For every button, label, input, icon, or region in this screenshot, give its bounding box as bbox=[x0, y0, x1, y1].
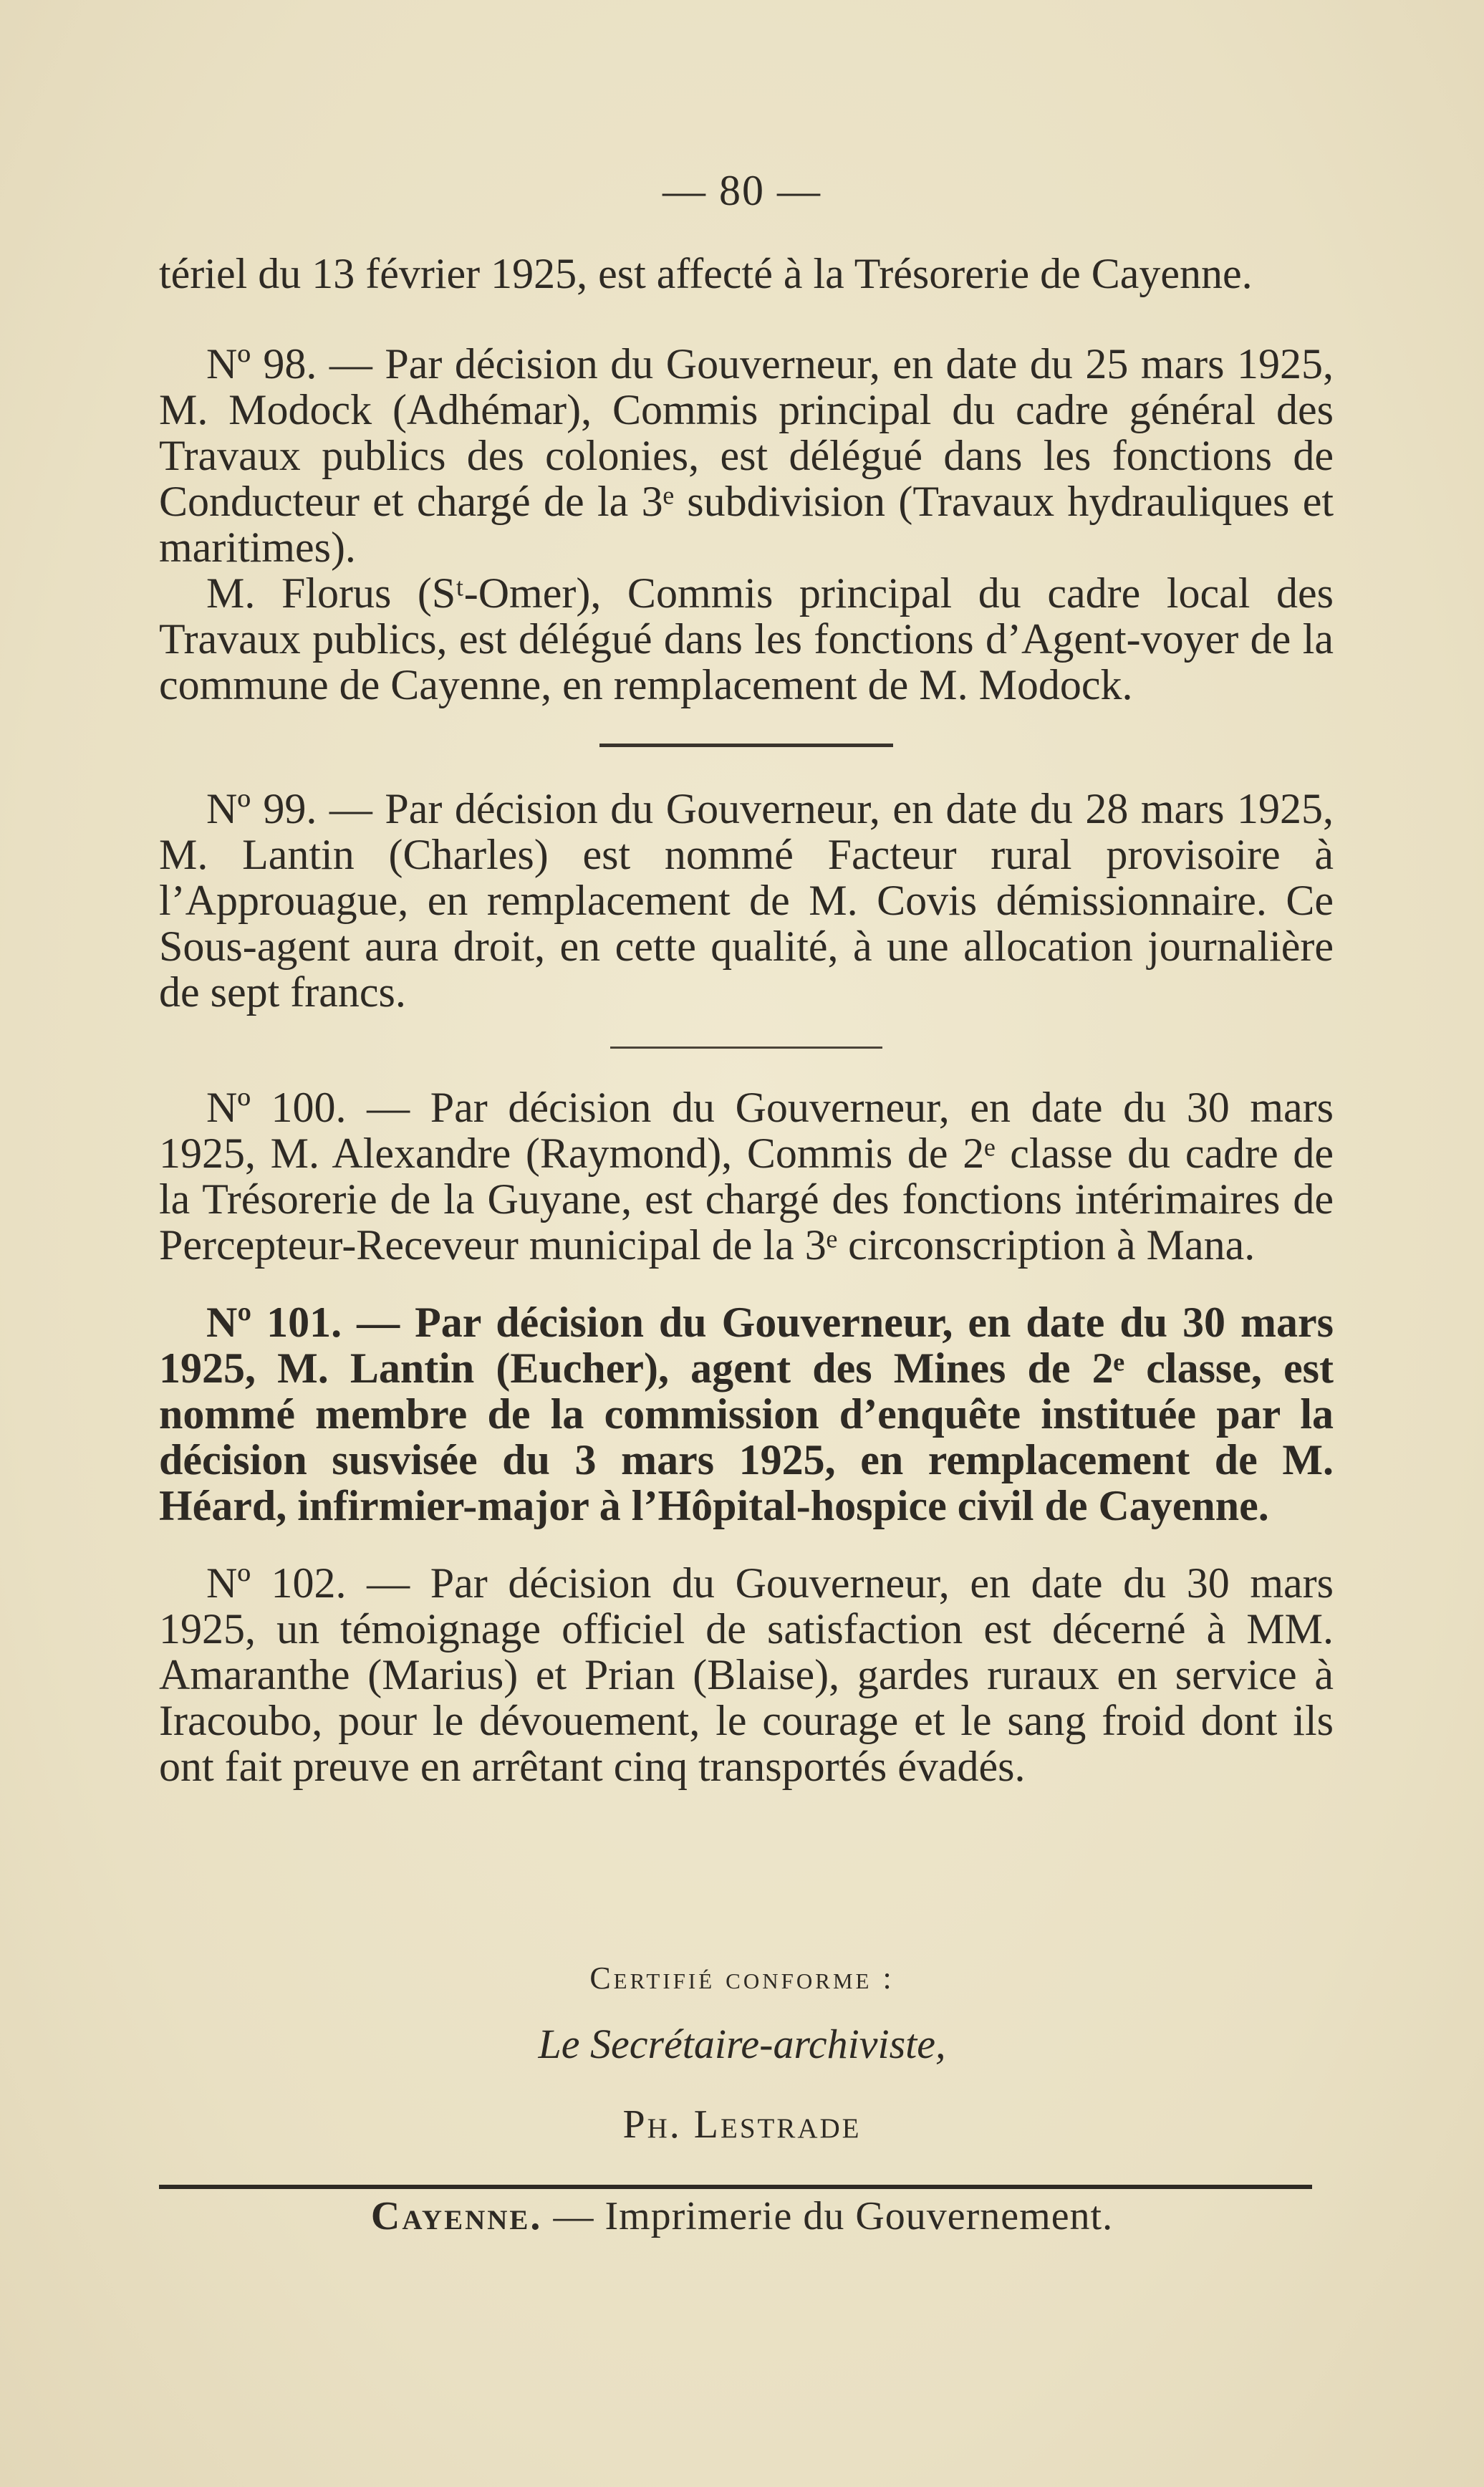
paragraph-decision-99: Nº 99. — Par décision du Gouverneur, en date du 28 mars 1925, M. Lantin (Charles) est nommé Facteur rural provisoire à l’Approuague, en remplacement de M. Covis démissionnaire. Ce Sous-agent aura droit, en cette qualité, à une allocation journalière de sept francs. bbox=[159, 785, 1334, 1016]
paragraph-continuation: tériel du 13 février 1925, est affecté à la Trésorerie de Cayenne. bbox=[159, 250, 1253, 297]
printer-name: — Imprimerie du Gouvernement. bbox=[542, 2194, 1114, 2238]
certified-true-copy: Certifié conforme : bbox=[589, 1961, 895, 1996]
paragraph-decision-98: Nº 98. — Par décision du Gouverneur, en date du 25 mars 1925, M. Modock (Adhémar), Commis principal du cadre général des Travaux publics des colonies, est délégué dans les fonctions de Conducteur et chargé de la 3ᵉ subdivision (Travaux hydrauliques et maritimes). bbox=[159, 340, 1334, 571]
printer-imprint bbox=[0, 2193, 1484, 2239]
paragraph-decision-101: Nº 101. — Par décision du Gouverneur, en date du 30 mars 1925, M. Lantin (Eucher), agent des Mines de 2ᵉ classe, est nommé membre de la commission d’enquête instituée par la décision susvisée du 3 mars 1925, en remplacement de M. Héard, infirmier-major à l’Hôpital-hospice civil de Cayenne. bbox=[159, 1299, 1334, 1529]
page-number: — 80 — bbox=[662, 167, 822, 214]
paragraph-decision-102: Nº 102. — Par décision du Gouverneur, en date du 30 mars 1925, un témoignage officiel de satisfaction est décerné à MM. Amaranthe (Marius) et Prian (Blaise), gardes ruraux en service à Iracoubo, pour le dévouement, le courage et le sang froid dont ils ont fait preuve en arrêtant cinq transportés évadés. bbox=[159, 1559, 1334, 1790]
signer-name: Ph. Lestrade bbox=[622, 2102, 862, 2147]
section-divider bbox=[610, 1047, 882, 1049]
printer-city: Cayenne. bbox=[370, 2194, 543, 2238]
paragraph-decision-98-florus: M. Florus (Sᵗ-Omer), Commis principal du cadre local des Travaux publics, est délégué dans les fonctions d’Agent-voyer de la commune de Cayenne, en remplacement de M. Modock. bbox=[159, 569, 1334, 708]
paragraph-decision-100: Nº 100. — Par décision du Gouverneur, en date du 30 mars 1925, M. Alexandre (Raymond), Commis de 2ᵉ classe du cadre de la Trésorerie de la Guyane, est chargé des fonctions intérimaires de Percepteur-Receveur municipal de la 3ᵉ circonscription à Mana. bbox=[159, 1084, 1334, 1269]
signer-title: Le Secrétaire-archiviste, bbox=[538, 2021, 946, 2067]
footer-divider bbox=[159, 2185, 1312, 2189]
section-divider bbox=[599, 744, 893, 747]
decisions-body bbox=[159, 251, 1334, 1789]
